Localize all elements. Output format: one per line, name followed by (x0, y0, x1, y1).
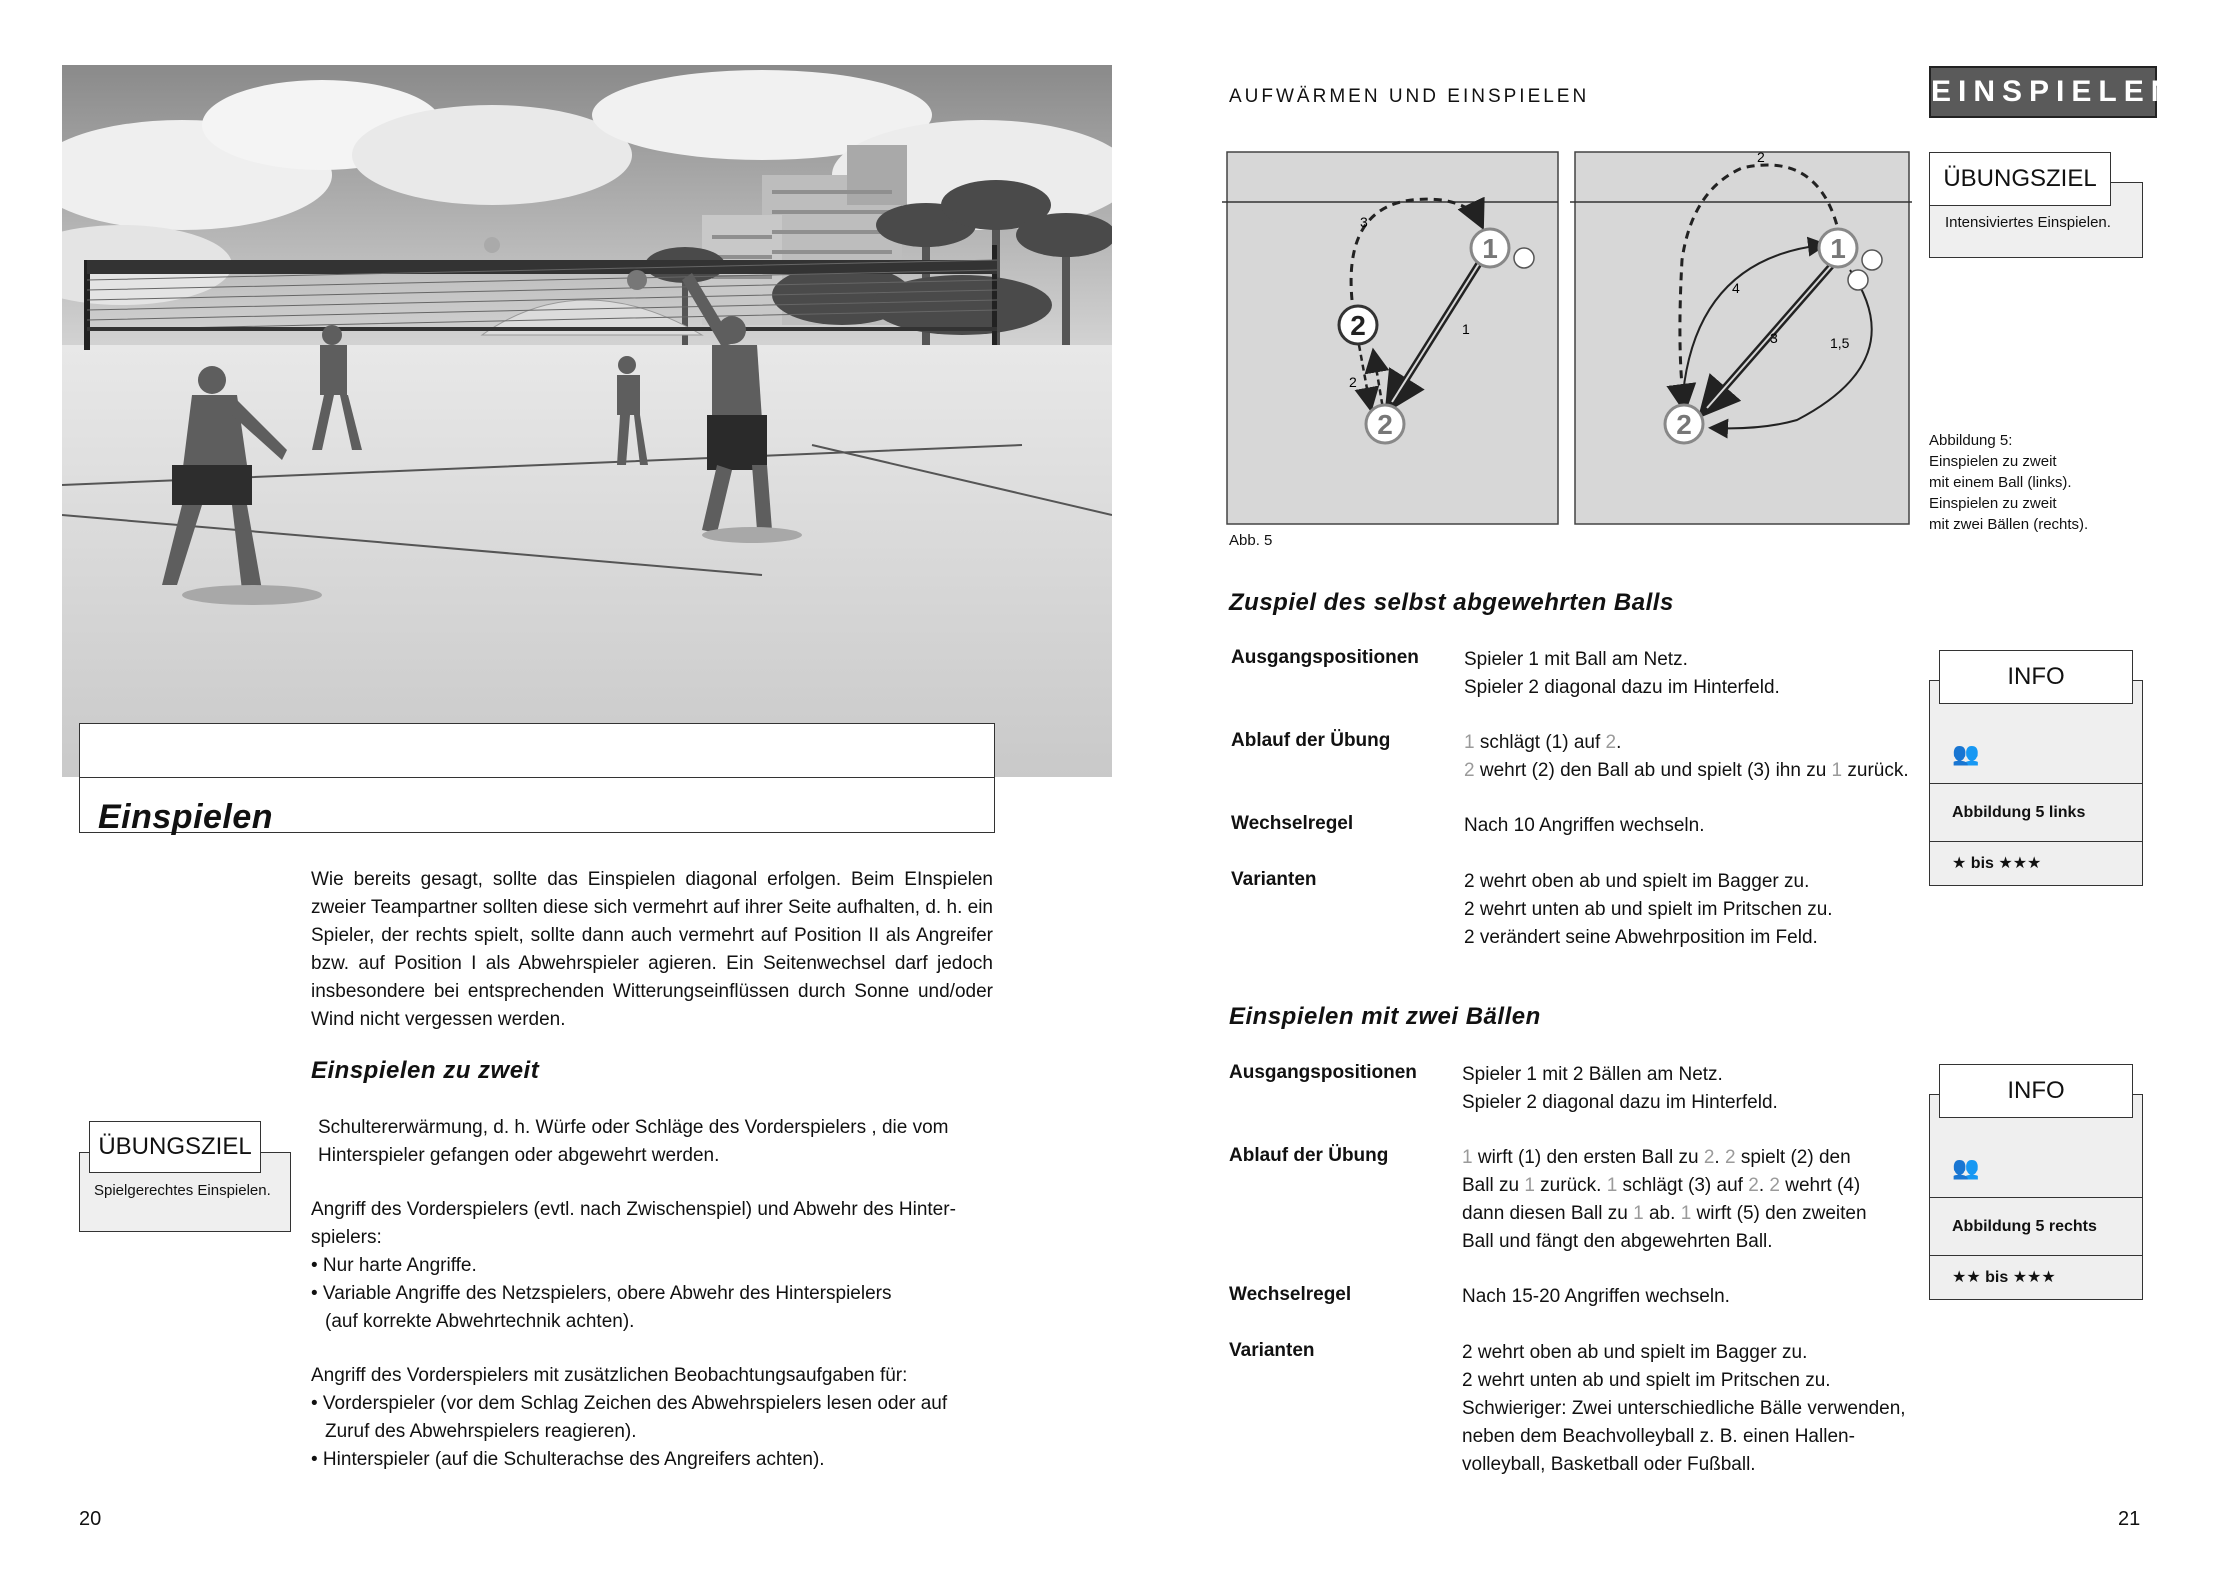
info1-players-row (1930, 725, 2142, 783)
ex1-flow-line (1464, 757, 1909, 785)
txt: dann diesen Ball zu (1462, 1203, 1634, 1224)
diag-left-label-3: 3 (1360, 214, 1368, 230)
figure-5 (1222, 150, 1912, 526)
num: 2 (1748, 1175, 1759, 1196)
info1-difficulty: ★ bis ★★★ (1930, 841, 2142, 885)
txt: . (1714, 1147, 1725, 1168)
variant: Schwieriger: Zwei unterschiedliche Bälle verwenden, (1462, 1398, 1906, 1419)
txt: wirft (1) den ersten Ball zu (1472, 1147, 1704, 1168)
section-tab: EINSPIELEN (1929, 66, 2157, 118)
diag-left-label-2: 2 (1349, 374, 1357, 390)
txt: Ball zu (1462, 1175, 1525, 1196)
info2-label: INFO (1939, 1064, 2133, 1118)
subheading-einspielen-zu-zweit: Einspielen zu zweit (311, 1057, 540, 1084)
variant: 2 wehrt unten ab und spielt im Pritschen zu. (1462, 1370, 1831, 1391)
num: 1 (1464, 732, 1475, 753)
ex1-variants (1464, 868, 1833, 952)
ex2-flow-line (1462, 1144, 1867, 1172)
ex2-start-line: Spieler 1 mit 2 Bällen am Netz. (1462, 1064, 1723, 1085)
ex2-label-variants: Varianten (1229, 1340, 1315, 1361)
txt: schlägt (3) auf (1617, 1175, 1749, 1196)
ex2-label-start: Ausgangspositionen (1229, 1062, 1417, 1083)
ex2-label-change: Wechselregel (1229, 1284, 1352, 1305)
caption-line: mit einem Ball (links). (1929, 474, 2072, 491)
variant: 2 wehrt oben ab und spielt im Bagger zu. (1462, 1342, 1808, 1363)
running-head: AUFWÄRMEN UND EINSPIELEN (1229, 86, 1590, 107)
info-box-2 (1929, 1094, 2143, 1300)
para3 (311, 1362, 947, 1474)
court-right (1575, 152, 1909, 524)
num: 1 (1633, 1203, 1644, 1224)
people-icon: 👥 (1952, 741, 1983, 766)
info1-figure: Abbildung 5 links (1930, 783, 2142, 841)
para2-bullet-cont: (auf korrekte Abwehrtechnik achten). (325, 1311, 635, 1332)
ex2-flow-line (1462, 1172, 1867, 1200)
num: 1 (1606, 1175, 1618, 1196)
ex1-start-line: Spieler 1 mit Ball am Netz. (1464, 649, 1688, 670)
num: 1 (1680, 1203, 1692, 1224)
ex2-start (1462, 1061, 1778, 1117)
num: 1 (1831, 760, 1843, 781)
beach-volleyball-photo (62, 65, 1112, 777)
para3-bullet: • Vorderspieler (vor dem Schlag Zeichen des Abwehrspielers lesen oder auf (311, 1393, 948, 1414)
figure-caption (1929, 430, 2088, 535)
caption-line: Einspielen zu zweit (1929, 453, 2057, 470)
variant: 2 verändert seine Abwehrposition im Feld. (1464, 927, 1818, 948)
variant: 2 wehrt oben ab und spielt im Bagger zu. (1464, 871, 1810, 892)
para2-bullet: • Variable Angriffe des Netzspielers, obere Abwehr des Hinterspielers (311, 1283, 892, 1304)
txt: ab. (1643, 1203, 1681, 1224)
ex2-flow-line: Ball und fängt den abgewehrten Ball. (1462, 1231, 1773, 1252)
ex1-label-flow: Ablauf der Übung (1231, 730, 1391, 751)
txt: zurück. (1842, 760, 1909, 781)
num: 2 (1464, 760, 1475, 781)
ball-icon (1848, 270, 1868, 290)
ball-icon (1514, 248, 1534, 268)
para3-line: Angriff des Vorderspielers mit zusätzlichen Beobachtungsaufgaben für: (311, 1365, 908, 1386)
ex1-flow (1464, 729, 1909, 785)
page-number-left: 20 (79, 1508, 102, 1530)
ex1-label-start: Ausgangspositionen (1231, 647, 1419, 668)
ex2-variants (1462, 1339, 1906, 1479)
txt: wehrt (4) (1779, 1175, 1861, 1196)
ex2-label-flow: Ablauf der Übung (1229, 1145, 1389, 1166)
page-title: Einspielen (98, 798, 274, 836)
num: 1 (1524, 1175, 1535, 1196)
uebungsziel-text-right: Intensiviertes Einspielen. (1945, 214, 2111, 231)
para2-line: spielers: (311, 1227, 382, 1248)
para2-line: Angriff des Vorderspielers (evtl. nach Zwischenspiel) und Abwehr des Hinter- (311, 1199, 956, 1220)
ex1-label-change: Wechselregel (1231, 813, 1354, 834)
ex2-flow-line (1462, 1200, 1867, 1228)
info-box-1 (1929, 680, 2143, 886)
para2-bullet: • Nur harte Angriffe. (311, 1255, 477, 1276)
exercise1-heading: Zuspiel des selbst abgewehrten Balls (1229, 589, 1674, 616)
txt: . (1616, 732, 1622, 753)
figure-label: Abb. 5 (1229, 532, 1273, 549)
diag-right-player2: 2 (1676, 409, 1692, 440)
num: 2 (1724, 1147, 1736, 1168)
num: 1 (1462, 1147, 1473, 1168)
ex1-label-variants: Varianten (1231, 869, 1317, 890)
variant: volleyball, Basketball oder Fußball. (1462, 1454, 1756, 1475)
diag-left-player2-front: 2 (1350, 310, 1366, 341)
para1 (318, 1114, 948, 1170)
ex2-change: Nach 15-20 Angriffen wechseln. (1462, 1286, 1730, 1307)
ball-icon (1862, 250, 1882, 270)
people-icon: 👥 (1952, 1155, 1983, 1180)
txt: spielt (2) den (1735, 1147, 1851, 1168)
diag-right-label-2: 2 (1757, 150, 1765, 165)
variant: 2 wehrt unten ab und spielt im Pritschen zu. (1464, 899, 1833, 920)
txt: . (1758, 1175, 1770, 1196)
para1-line: Hinterspieler gefangen oder abgewehrt werden. (318, 1145, 720, 1166)
num: 2 (1605, 732, 1617, 753)
ex1-start (1464, 646, 1780, 702)
num: 2 (1769, 1175, 1780, 1196)
page-number-right: 21 (2118, 1508, 2141, 1530)
caption-line: Abbildung 5: (1929, 432, 2013, 449)
ex1-start-line: Spieler 2 diagonal dazu im Hinterfeld. (1464, 677, 1780, 698)
caption-line: mit zwei Bällen (rechts). (1929, 516, 2089, 533)
para2 (311, 1196, 956, 1336)
diag-right-label-3: 3 (1770, 330, 1778, 346)
uebungsziel-label-left: ÜBUNGSZIEL (89, 1121, 261, 1173)
court-left (1227, 152, 1558, 524)
info2-figure: Abbildung 5 rechts (1930, 1197, 2142, 1255)
diag-left-player1: 1 (1482, 233, 1498, 264)
diag-right-label-15: 1,5 (1830, 335, 1850, 351)
diag-left-player2: 2 (1377, 409, 1393, 440)
ex1-change: Nach 10 Angriffen wechseln. (1464, 815, 1705, 836)
variant: neben dem Beachvolleyball z. B. einen Hallen- (1462, 1426, 1855, 1447)
para3-bullet-cont: Zuruf des Abwehrspielers reagieren). (325, 1421, 637, 1442)
uebungsziel-label-right: ÜBUNGSZIEL (1929, 152, 2111, 206)
info2-players-row (1930, 1139, 2142, 1197)
txt: schlägt (1) auf (1474, 732, 1606, 753)
ex1-flow-line (1464, 729, 1909, 757)
uebungsziel-text-left: Spielgerechtes Einspielen. (94, 1182, 271, 1199)
num: 2 (1703, 1147, 1715, 1168)
diag-left-label-1: 1 (1462, 321, 1470, 337)
exercise2-heading: Einspielen mit zwei Bällen (1229, 1003, 1541, 1030)
para1-line: Schultererwärmung, d. h. Würfe oder Schläge des Vorderspielers , die vom (318, 1117, 949, 1138)
para3-bullet: • Hinterspieler (auf die Schulterachse des Angreifers achten). (311, 1449, 825, 1470)
txt: wirft (5) den zweiten (1691, 1203, 1867, 1224)
info2-difficulty: ★★ bis ★★★ (1930, 1255, 2142, 1299)
txt: wehrt (2) den Ball ab und spielt (3) ihn zu (1474, 760, 1832, 781)
caption-line: Einspielen zu zweit (1929, 495, 2057, 512)
txt: zurück. (1534, 1175, 1607, 1196)
intro-paragraph: Wie bereits gesagt, sollte das Einspielen diagonal erfolgen. Beim EInspielen zweier Teampartner sollten diese sich vermehrt auf ihrer Seite aufhalten, d. h. ein Spieler, der rechts spielt, sollte dann auch vermehrt auf Position II als Angreifer bzw. auf Position I als Abwehrspieler agieren. Ein Seitenwechsel darf jedoch insbesondere bei entsprechenden Witterungseinflüssen durch Sonne und/oder Wind nicht vergessen werden. (311, 869, 993, 1030)
ex2-flow (1462, 1144, 1867, 1256)
diag-right-label-4: 4 (1732, 280, 1740, 296)
diag-right-player1: 1 (1830, 233, 1846, 264)
info1-label: INFO (1939, 650, 2133, 704)
ex2-start-line: Spieler 2 diagonal dazu im Hinterfeld. (1462, 1092, 1778, 1113)
